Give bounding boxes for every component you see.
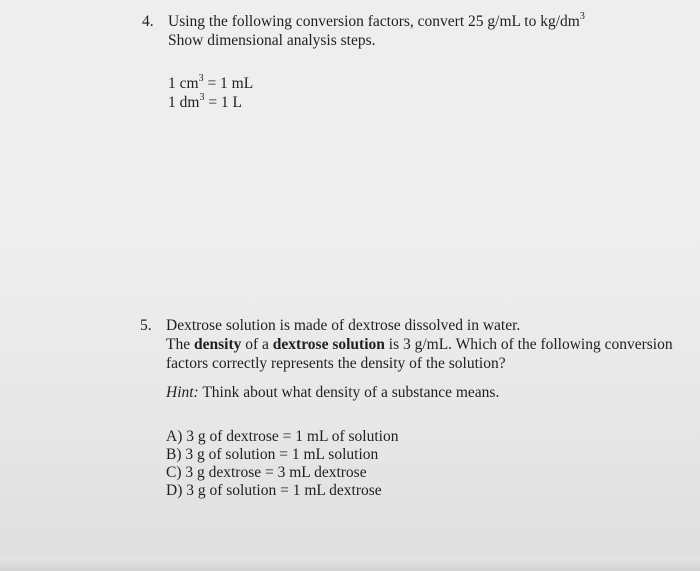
conversion-factor-1-rhs: = 1 mL	[203, 75, 254, 92]
question-5-line-2-e: is 3 g/mL. Which of the following conversion	[384, 336, 673, 353]
page-bottom-edge	[0, 557, 700, 571]
question-5-line-2-c: of a	[241, 336, 273, 353]
question-5-line-2	[166, 335, 700, 354]
question-4-prompt	[168, 12, 692, 31]
question-5	[140, 316, 700, 500]
conversion-factor-1-lhs: 1 cm	[168, 75, 199, 92]
question-4-prompt-sup: 3	[579, 10, 585, 22]
question-4	[142, 12, 692, 112]
question-5-number: 5.	[140, 317, 152, 334]
hint-text: Think about what density of a substance means.	[198, 384, 500, 401]
hint-label: Hint:	[166, 384, 199, 401]
answer-option-a[interactable]: A) 3 g of dextrose = 1 mL of solution	[166, 428, 399, 445]
density-term: density	[193, 336, 242, 353]
conversion-factor-2-rhs: = 1 L	[204, 94, 243, 111]
hint	[166, 383, 700, 402]
conversion-factor-1	[168, 74, 692, 93]
conversion-factor-2-lhs: 1 dm	[168, 94, 200, 111]
question-5-line-1: Dextrose solution is made of dextrose dissolved in water.	[166, 317, 521, 334]
dextrose-solution-term: dextrose solution	[272, 336, 385, 353]
conversion-factor-2-sup: 3	[199, 91, 205, 103]
answer-option-b[interactable]: B) 3 g of solution = 1 mL solution	[166, 446, 379, 463]
question-4-instruction: Show dimensional analysis steps.	[168, 32, 376, 49]
answer-option-c[interactable]: C) 3 g dextrose = 3 mL dextrose	[166, 464, 367, 481]
question-4-number: 4.	[142, 13, 154, 30]
question-5-line-2-a: The	[166, 336, 194, 353]
conversion-factor-2	[168, 93, 692, 112]
question-4-prompt-text: Using the following conversion factors, convert 25 g/mL to kg/dm	[168, 13, 580, 30]
answer-option-d[interactable]: D) 3 g of solution = 1 mL dextrose	[166, 482, 382, 499]
conversion-factor-1-sup: 3	[198, 72, 204, 84]
question-5-line-3: factors correctly represents the density of the solution?	[166, 355, 506, 372]
